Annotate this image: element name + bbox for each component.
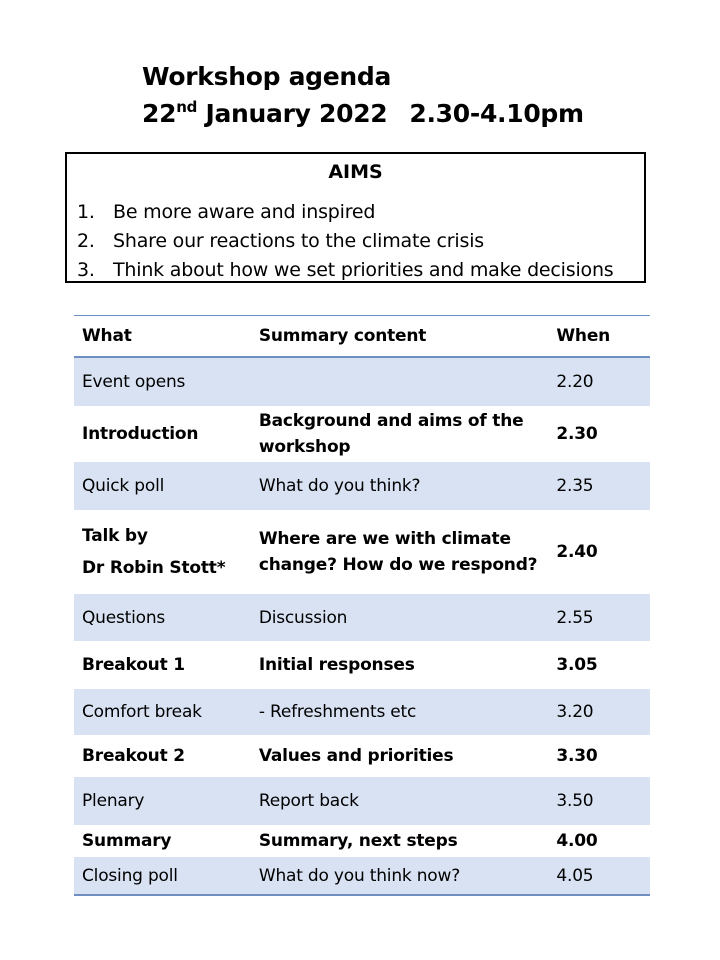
- table-row: [74, 777, 650, 825]
- cell-what-line: Dr Robin Stott*: [82, 558, 226, 578]
- cell-when: 2.30: [556, 424, 598, 444]
- cell-when: 2.40: [556, 542, 598, 562]
- cell-when: 3.05: [556, 655, 598, 675]
- cell-summary: What do you think?: [251, 462, 549, 510]
- column-header-what: What: [74, 316, 251, 358]
- cell-when: 2.20: [548, 357, 650, 406]
- cell-when: 4.05: [548, 857, 650, 895]
- agenda-table: [74, 315, 650, 896]
- date-day: 22: [142, 99, 177, 128]
- cell-when: 3.50: [548, 777, 650, 825]
- table-row: [74, 462, 650, 510]
- aim-text: Think about how we set priorities and make decisions: [113, 259, 614, 281]
- cell-what: Closing poll: [74, 857, 251, 895]
- cell-summary: - Refreshments etc: [251, 689, 549, 735]
- aims-list: [77, 198, 614, 285]
- date-suffix: nd: [176, 98, 198, 116]
- column-header-when: When: [548, 316, 650, 358]
- time-range: 2.30-4.10pm: [409, 99, 584, 128]
- aim-item: [77, 256, 614, 285]
- cell-what: Breakout 1: [82, 655, 185, 675]
- cell-summary: Values and priorities: [258, 746, 454, 766]
- cell-summary: Background and aims of the workshop: [258, 411, 524, 457]
- aim-item: [77, 198, 614, 227]
- cell-what: Quick poll: [74, 462, 251, 510]
- cell-when: 2.35: [548, 462, 650, 510]
- cell-what: Questions: [74, 594, 251, 641]
- date-month-year: January 2022: [205, 99, 388, 128]
- cell-what-line: Talk by: [82, 526, 148, 546]
- date-time-line: [142, 95, 584, 132]
- aim-item: [77, 227, 614, 256]
- cell-what: Event opens: [74, 357, 251, 406]
- cell-what: Summary: [82, 831, 172, 851]
- page-title: [142, 58, 584, 132]
- agenda-header-row: [74, 316, 650, 358]
- cell-when: 3.30: [556, 746, 598, 766]
- cell-summary: What do you think now?: [251, 857, 549, 895]
- cell-when: 2.55: [548, 594, 650, 641]
- table-row: [74, 735, 650, 777]
- aim-number: 2.: [77, 230, 95, 252]
- cell-summary: Discussion: [251, 594, 549, 641]
- aim-number: 3.: [77, 259, 95, 281]
- aim-text: Be more aware and inspired: [113, 201, 376, 223]
- cell-what: Breakout 2: [82, 746, 185, 766]
- table-row: [74, 689, 650, 735]
- table-row: [74, 510, 650, 594]
- table-row: [74, 357, 650, 406]
- aims-heading: AIMS: [328, 161, 383, 183]
- aim-number: 1.: [77, 201, 95, 223]
- cell-summary: Summary, next steps: [258, 831, 458, 851]
- aim-text: Share our reactions to the climate crisis: [113, 230, 484, 252]
- cell-what: Comfort break: [74, 689, 251, 735]
- table-row: [74, 594, 650, 641]
- table-row: [74, 857, 650, 895]
- cell-when: 3.20: [548, 689, 650, 735]
- title-line: Workshop agenda: [142, 62, 392, 91]
- cell-what: Plenary: [74, 777, 251, 825]
- cell-what: Introduction: [82, 424, 199, 444]
- cell-summary: Report back: [251, 777, 549, 825]
- cell-summary: Initial responses: [258, 655, 415, 675]
- table-row: [74, 406, 650, 462]
- table-row: [74, 641, 650, 689]
- cell-when: 4.00: [556, 831, 598, 851]
- aims-box: [65, 152, 646, 283]
- table-row: [74, 825, 650, 857]
- column-header-summary: Summary content: [251, 316, 549, 358]
- cell-summary: [251, 357, 549, 406]
- cell-what: [74, 510, 251, 594]
- cell-summary: Where are we with climate change? How do we respond?: [258, 529, 538, 575]
